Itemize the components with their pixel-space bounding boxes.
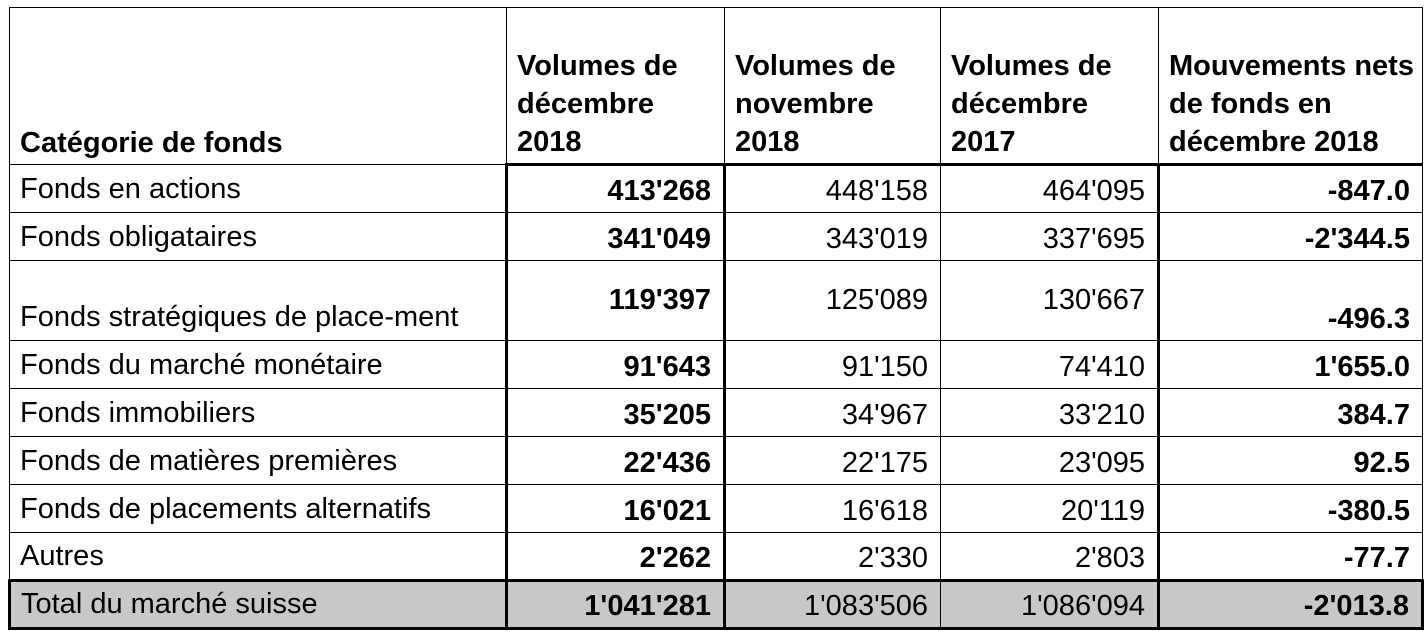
total-dec-2018-cell: 1'041'281 <box>507 581 725 629</box>
category-cell: Fonds stratégiques de place-ment <box>10 261 507 341</box>
dec-2017-cell: 23'095 <box>941 437 1159 485</box>
category-cell: Fonds immobiliers <box>10 389 507 437</box>
dec-2017-cell: 337'695 <box>941 213 1159 261</box>
dec-2018-cell: 91'643 <box>507 341 725 389</box>
category-cell: Fonds de placements alternatifs <box>10 485 507 533</box>
dec-2017-cell: 130'667 <box>941 261 1159 341</box>
total-row <box>10 581 1423 629</box>
net-flows-cell: 384.7 <box>1159 389 1423 437</box>
category-cell: Fonds du marché monétaire <box>10 341 507 389</box>
dec-2018-cell: 22'436 <box>507 437 725 485</box>
nov-2018-cell: 125'089 <box>725 261 941 341</box>
table-row <box>10 213 1423 261</box>
header-net-flows: Mouvements nets de fonds en décembre 2018 <box>1159 8 1423 165</box>
dec-2017-cell: 464'095 <box>941 165 1159 213</box>
category-cell: Fonds obligataires <box>10 213 507 261</box>
table-row <box>10 261 1423 341</box>
total-dec-2017-cell: 1'086'094 <box>941 581 1159 629</box>
dec-2018-cell: 413'268 <box>507 165 725 213</box>
total-net-flows-cell: -2'013.8 <box>1159 581 1423 629</box>
net-flows-cell: -496.3 <box>1159 261 1423 341</box>
fund-volumes-table <box>8 7 1424 630</box>
table-row <box>10 389 1423 437</box>
nov-2018-cell: 343'019 <box>725 213 941 261</box>
total-category-cell: Total du marché suisse <box>10 581 507 629</box>
category-cell: Autres <box>10 533 507 581</box>
dec-2017-cell: 74'410 <box>941 341 1159 389</box>
table-row <box>10 533 1423 581</box>
table-row <box>10 485 1423 533</box>
category-cell: Fonds de matières premières <box>10 437 507 485</box>
nov-2018-cell: 2'330 <box>725 533 941 581</box>
dec-2017-cell: 33'210 <box>941 389 1159 437</box>
net-flows-cell: 1'655.0 <box>1159 341 1423 389</box>
net-flows-cell: -847.0 <box>1159 165 1423 213</box>
dec-2018-cell: 119'397 <box>507 261 725 341</box>
header-dec-2018: Volumes de décembre 2018 <box>507 8 725 165</box>
net-flows-cell: -2'344.5 <box>1159 213 1423 261</box>
total-nov-2018-cell: 1'083'506 <box>725 581 941 629</box>
net-flows-cell: -77.7 <box>1159 533 1423 581</box>
header-row <box>10 8 1423 165</box>
net-flows-cell: -380.5 <box>1159 485 1423 533</box>
table-row <box>10 437 1423 485</box>
table-row <box>10 165 1423 213</box>
header-dec-2017: Volumes de décembre 2017 <box>941 8 1159 165</box>
dec-2018-cell: 16'021 <box>507 485 725 533</box>
net-flows-cell: 92.5 <box>1159 437 1423 485</box>
category-cell: Fonds en actions <box>10 165 507 213</box>
dec-2018-cell: 2'262 <box>507 533 725 581</box>
nov-2018-cell: 22'175 <box>725 437 941 485</box>
dec-2018-cell: 35'205 <box>507 389 725 437</box>
header-nov-2018: Volumes de novembre 2018 <box>725 8 941 165</box>
header-category: Catégorie de fonds <box>10 8 507 165</box>
nov-2018-cell: 91'150 <box>725 341 941 389</box>
dec-2018-cell: 341'049 <box>507 213 725 261</box>
nov-2018-cell: 34'967 <box>725 389 941 437</box>
table-row <box>10 341 1423 389</box>
nov-2018-cell: 448'158 <box>725 165 941 213</box>
dec-2017-cell: 20'119 <box>941 485 1159 533</box>
dec-2017-cell: 2'803 <box>941 533 1159 581</box>
nov-2018-cell: 16'618 <box>725 485 941 533</box>
